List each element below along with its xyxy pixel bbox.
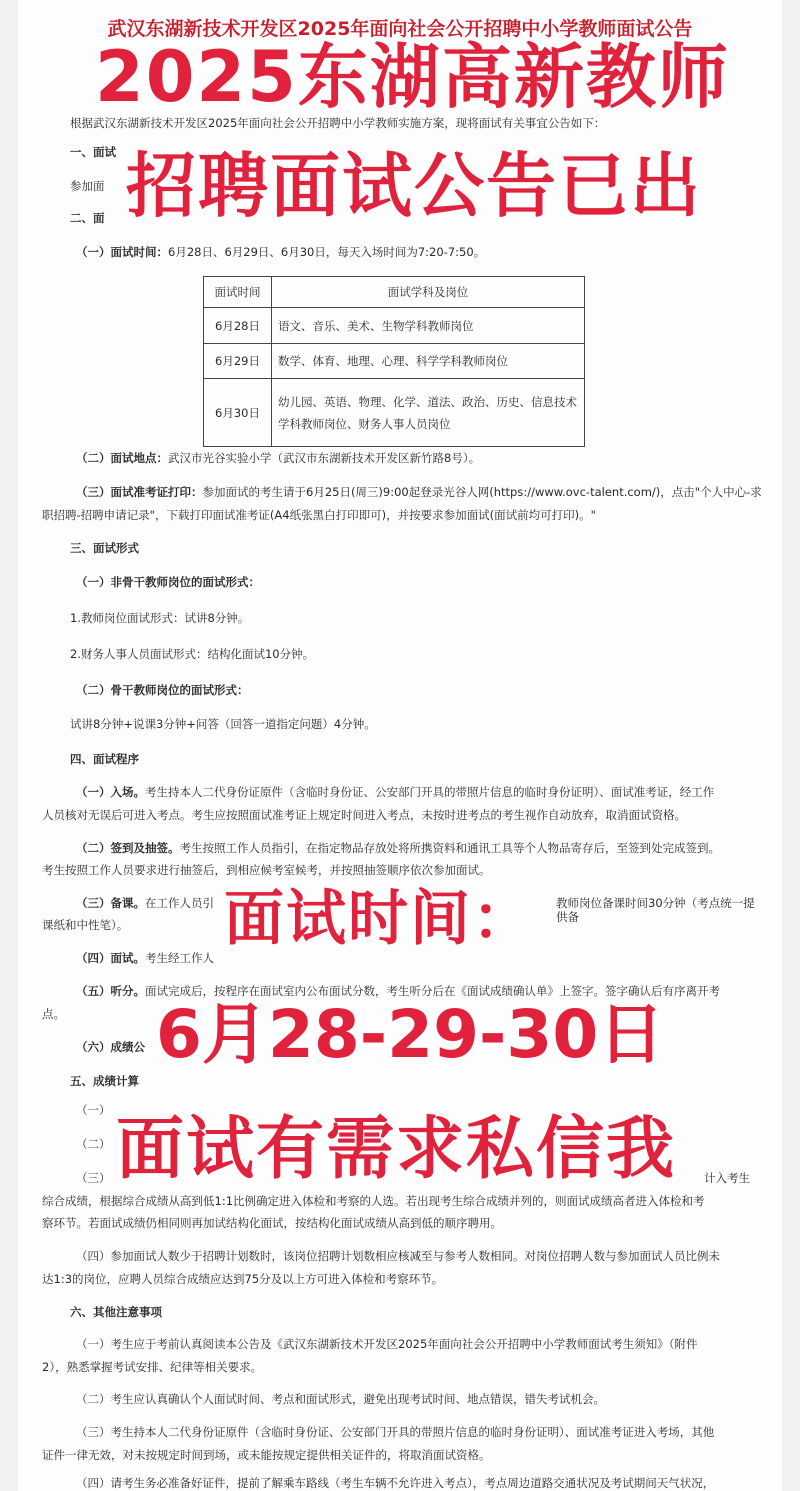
section-3-1-a: 1.教师岗位面试形式：试讲8分钟。	[70, 611, 250, 625]
section-4-2-text-2: 考生按照工作人员要求进行抽签后，到相应候考室候考，并按照抽签顺序依次参加面试。	[42, 863, 491, 877]
table-cell-date: 6月28日	[204, 308, 272, 344]
table-cell-subject: 语文、音乐、美术、生物学科教师岗位	[272, 308, 585, 344]
section-4-1-text-2: 人员核对无误后可进入考点。考生应按照面试准考证上规定时间进入考点，未按时进考点的考生视作自动放弃，取消面试资格。	[42, 808, 686, 822]
section-5-3-text-2: 综合成绩，根据综合成绩从高到低1:1比例确定进入体检和考察的人选。若出现考生综合成绩并列的，则面试成绩高者进入体检和考	[42, 1194, 705, 1208]
section-3-1-b: 2.财务人事人员面试形式：结构化面试10分钟。	[70, 647, 315, 661]
section-4-5-text-2: 点。	[42, 1007, 65, 1021]
overlay-contact-message: 面试有需求私信我	[116, 1110, 677, 1189]
section-4-2-label: （二）签到及抽签。	[76, 841, 180, 855]
section-6-3-text-2: 证件一律无效，对未按规定时间到场，或未能按规定提供相关证件的，将取消面试资格。	[42, 1448, 491, 1462]
section-6-1-text-2: 2），熟悉掌握考试安排、纪律等相关要求。	[42, 1360, 263, 1374]
section-6-2: （二）考生应认真确认个人面试时间、考点和面试形式，避免出现考试时间、地点错误，错失考试机会。	[76, 1392, 605, 1406]
section-4-3-text-right: 教师岗位备课时间30分钟（考点统一提供备	[556, 896, 755, 924]
section-6-heading: 六、其他注意事项	[70, 1305, 162, 1319]
section-4-3-text: 在工作人员引	[145, 896, 214, 910]
overlay-headline-2: 招聘面试公告已出	[126, 145, 702, 227]
schedule-table	[203, 276, 585, 447]
table-header-date: 面试时间	[204, 277, 272, 308]
table-cell-date: 6月30日	[204, 379, 272, 447]
table-row	[204, 379, 585, 447]
section-1-text: 参加面	[70, 179, 105, 193]
section-4-3-text-2: 课纸和中性笔）。	[42, 918, 129, 932]
section-5-3: （三）	[76, 1171, 111, 1185]
section-4-3	[76, 896, 214, 910]
intro-text: 根据武汉东湖新技术开发区2025年面向社会公开招聘中小学教师实施方案，现将面试有关事宜公告如下：	[70, 116, 606, 130]
overlay-interview-dates: 6月28-29-30日	[156, 996, 665, 1073]
section-4-4	[76, 951, 214, 965]
admission-print-label: （三）面试准考证打印：	[76, 485, 203, 499]
overlay-headline-1: 2025东湖高新教师	[95, 36, 730, 118]
section-6-1: （一）考生应于考前认真阅读本公告及《武汉东湖新技术开发区2025年面向社会公开招聘中小学教师面试考生须知》（附件	[76, 1337, 698, 1351]
section-4-4-text: 考生经工作人	[145, 951, 214, 965]
section-5-heading: 五、成绩计算	[70, 1074, 139, 1088]
section-3-2-a: 试讲8分钟+说课3分钟+问答（回答一道指定问题）4分钟。	[70, 717, 376, 731]
table-row	[204, 344, 585, 379]
section-4-1-text: 考生持本人二代身份证原件（含临时身份证、公安部门开具的带照片信息的临时身份证明）、面试准考证，经工作	[145, 785, 715, 799]
section-4-2	[76, 841, 720, 855]
interview-place-label: （二）面试地点：	[76, 451, 168, 465]
section-4-4-label: （四）面试。	[76, 951, 145, 965]
section-1-heading: 一、面试	[70, 145, 116, 159]
section-5-3-text-3: 察环节。若面试成绩仍相同则再加试结构化面试，按结构化面试成绩从高到低的顺序聘用。	[42, 1216, 502, 1230]
table-cell-subject: 幼儿园、英语、物理、化学、道法、政治、历史、信息技术学科教师岗位、财务人事人员岗位	[272, 379, 585, 447]
overlay-interview-time-label: 面试时间：	[224, 884, 534, 954]
section-5-4-text-2: 达1:3的岗位，应聘人员综合成绩应达到75分及以上方可进入体检和考察环节。	[42, 1272, 444, 1286]
section-4-5-text: 面试完成后，按程序在面试室内公布面试分数，考生听分后在《面试成绩确认单》上签字。签字确认后有序离开考	[145, 984, 720, 998]
section-5-2: （二）	[76, 1137, 111, 1151]
section-2-heading: 二、面	[70, 211, 105, 225]
section-5-3-right: 计入考生	[704, 1171, 750, 1185]
section-4-5-label: （五）听分。	[76, 984, 145, 998]
document-title: 武汉东湖新技术开发区2025年面向社会公开招聘中小学教师面试公告	[107, 18, 693, 40]
section-6-3: （三）考生持本人二代身份证原件（含临时身份证、公安部门开具的带照片信息的临时身份证明）、面试准考证进入考场，其他	[76, 1425, 715, 1439]
table-cell-date: 6月29日	[204, 344, 272, 379]
section-5-4: （四）参加面试人数少于招聘计划数时，该岗位招聘计划数相应核减至与参考人数相同。对岗位招聘人数与参加面试人员比例未	[76, 1249, 720, 1263]
section-4-1-label: （一）入场。	[76, 785, 145, 799]
section-4-2-text: 考生按照工作人员指引，在指定物品存放处将所携资料和通讯工具等个人物品寄存后，至签到处完成签到。	[179, 841, 720, 855]
section-4-6-label: （六）成绩公	[76, 1040, 145, 1054]
table-cell-subject: 数学、体育、地理、心理、科学学科教师岗位	[272, 344, 585, 379]
admission-print-text-2: 职招聘-招聘申请记录"，下载打印面试准考证(A4纸张黑白打印即可)，并按要求参加面试(面试前均可打印)。"	[42, 508, 596, 522]
table-row	[204, 308, 585, 344]
table-header-row	[204, 277, 585, 308]
section-3-heading: 三、面试形式	[70, 541, 139, 555]
section-4-3-label: （三）备课。	[76, 896, 145, 910]
admission-print-text: 参加面试的考生请于6月25日(周三)9:00起登录光谷人网(https://www.ovc-talent.com/)，点击"个人中心-求	[202, 485, 762, 499]
section-3-2-heading: （二）骨干教师岗位的面试形式：	[76, 683, 249, 697]
interview-place-text: 武汉市光谷实验小学（武汉市东湖新技术开发区新竹路8号）。	[168, 451, 481, 465]
interview-time-label: （一）面试时间：	[76, 245, 168, 259]
interview-time-text: 6月28日、6月29日、6月30日，每天入场时间为7:20-7:50。	[168, 245, 486, 259]
admission-print	[76, 485, 762, 499]
section-4-1	[76, 785, 714, 799]
interview-time	[76, 245, 485, 259]
section-5-1: （一）	[76, 1103, 111, 1117]
interview-place	[76, 451, 480, 465]
section-3-1-heading: （一）非骨干教师岗位的面试形式：	[76, 575, 260, 589]
table-header-subject: 面试学科及岗位	[272, 277, 585, 308]
section-4-heading: 四、面试程序	[70, 752, 139, 766]
section-6-4: （四）请考生务必准备好证件，提前了解乘车路线（考生车辆不允许进入考点），考点周边道路交通状况及考试期间天气状况，	[76, 1476, 715, 1490]
